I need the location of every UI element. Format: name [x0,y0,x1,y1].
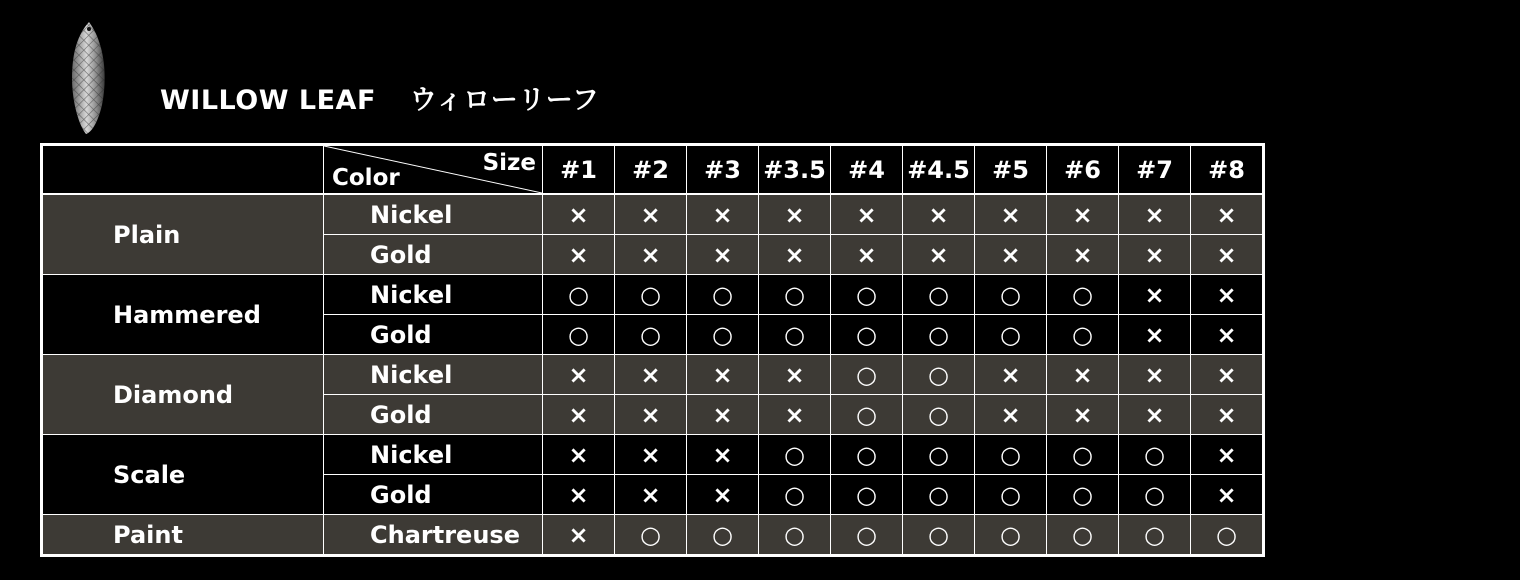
unavailable-mark: × [1191,235,1264,275]
unavailable-mark: × [615,235,687,275]
unavailable-mark: × [1191,475,1264,515]
unavailable-mark: × [1047,355,1119,395]
size-label: Size [482,150,536,176]
unavailable-mark: × [543,194,615,235]
unavailable-mark: × [543,355,615,395]
unavailable-mark: × [1119,395,1191,435]
available-mark: ○ [687,275,759,315]
unavailable-mark: × [687,475,759,515]
unavailable-mark: × [759,395,831,435]
available-mark: ○ [903,475,975,515]
unavailable-mark: × [615,194,687,235]
unavailable-mark: × [615,355,687,395]
unavailable-mark: × [759,355,831,395]
available-mark: ○ [903,315,975,355]
available-mark: ○ [1119,475,1191,515]
table-row [42,194,1264,235]
header-diagonal-cell [324,145,543,195]
unavailable-mark: × [759,235,831,275]
unavailable-mark: × [615,395,687,435]
unavailable-mark: × [543,515,615,556]
unavailable-mark: × [1119,235,1191,275]
table-row [42,435,1264,475]
color-label: Color [332,165,400,191]
size-availability-table [40,143,1265,557]
available-mark: ○ [831,355,903,395]
available-mark: ○ [759,515,831,556]
finish-label: Plain [42,194,324,275]
title-en: WILLOW LEAF [160,85,376,116]
available-mark: ○ [615,515,687,556]
available-mark: ○ [831,435,903,475]
available-mark: ○ [903,395,975,435]
unavailable-mark: × [687,235,759,275]
unavailable-mark: × [543,435,615,475]
color-label: Nickel [324,275,543,315]
available-mark: ○ [831,395,903,435]
size-header: #3 [687,145,759,195]
color-label: Gold [324,475,543,515]
available-mark: ○ [903,275,975,315]
size-header: #8 [1191,145,1264,195]
unavailable-mark: × [759,194,831,235]
finish-label: Diamond [42,355,324,435]
size-header: #4.5 [903,145,975,195]
title-jp: ウィローリーフ [409,85,600,116]
unavailable-mark: × [1047,194,1119,235]
available-mark: ○ [831,515,903,556]
unavailable-mark: × [1191,435,1264,475]
available-mark: ○ [759,315,831,355]
size-header: #7 [1119,145,1191,195]
color-label: Nickel [324,194,543,235]
willow-leaf-blade-icon [64,20,114,136]
unavailable-mark: × [1191,395,1264,435]
available-mark: ○ [615,315,687,355]
unavailable-mark: × [615,475,687,515]
unavailable-mark: × [903,194,975,235]
page-title [160,78,599,117]
unavailable-mark: × [975,194,1047,235]
available-mark: ○ [831,475,903,515]
available-mark: ○ [975,315,1047,355]
unavailable-mark: × [1119,194,1191,235]
table-row [42,275,1264,315]
available-mark: ○ [903,515,975,556]
table-row [42,515,1264,556]
size-header: #4 [831,145,903,195]
table-row [42,355,1264,395]
unavailable-mark: × [1047,235,1119,275]
available-mark: ○ [759,435,831,475]
color-label: Chartreuse [324,515,543,556]
available-mark: ○ [831,315,903,355]
available-mark: ○ [1047,475,1119,515]
available-mark: ○ [687,515,759,556]
available-mark: ○ [543,315,615,355]
available-mark: ○ [1191,515,1264,556]
size-header: #1 [543,145,615,195]
available-mark: ○ [687,315,759,355]
available-mark: ○ [975,435,1047,475]
available-mark: ○ [831,275,903,315]
unavailable-mark: × [831,235,903,275]
available-mark: ○ [975,275,1047,315]
unavailable-mark: × [1191,355,1264,395]
unavailable-mark: × [687,435,759,475]
available-mark: ○ [1047,315,1119,355]
unavailable-mark: × [1047,395,1119,435]
available-mark: ○ [903,355,975,395]
unavailable-mark: × [903,235,975,275]
available-mark: ○ [975,515,1047,556]
unavailable-mark: × [1191,315,1264,355]
available-mark: ○ [1119,435,1191,475]
unavailable-mark: × [1191,194,1264,235]
header-row [42,145,1264,195]
unavailable-mark: × [687,355,759,395]
available-mark: ○ [903,435,975,475]
available-mark: ○ [975,475,1047,515]
size-header: #6 [1047,145,1119,195]
unavailable-mark: × [687,194,759,235]
available-mark: ○ [1047,275,1119,315]
color-label: Nickel [324,355,543,395]
finish-label: Hammered [42,275,324,355]
unavailable-mark: × [543,475,615,515]
unavailable-mark: × [831,194,903,235]
color-label: Gold [324,235,543,275]
available-mark: ○ [759,475,831,515]
color-label: Gold [324,395,543,435]
unavailable-mark: × [543,395,615,435]
unavailable-mark: × [975,235,1047,275]
unavailable-mark: × [1119,355,1191,395]
size-header: #5 [975,145,1047,195]
available-mark: ○ [543,275,615,315]
color-label: Gold [324,315,543,355]
size-header: #3.5 [759,145,831,195]
unavailable-mark: × [975,355,1047,395]
header-blank-cell [42,145,324,195]
unavailable-mark: × [687,395,759,435]
unavailable-mark: × [543,235,615,275]
available-mark: ○ [759,275,831,315]
finish-label: Paint [42,515,324,556]
unavailable-mark: × [1191,275,1264,315]
available-mark: ○ [615,275,687,315]
unavailable-mark: × [1119,275,1191,315]
available-mark: ○ [1047,515,1119,556]
size-header: #2 [615,145,687,195]
unavailable-mark: × [975,395,1047,435]
unavailable-mark: × [615,435,687,475]
available-mark: ○ [1047,435,1119,475]
color-label: Nickel [324,435,543,475]
finish-label: Scale [42,435,324,515]
available-mark: ○ [1119,515,1191,556]
unavailable-mark: × [1119,315,1191,355]
